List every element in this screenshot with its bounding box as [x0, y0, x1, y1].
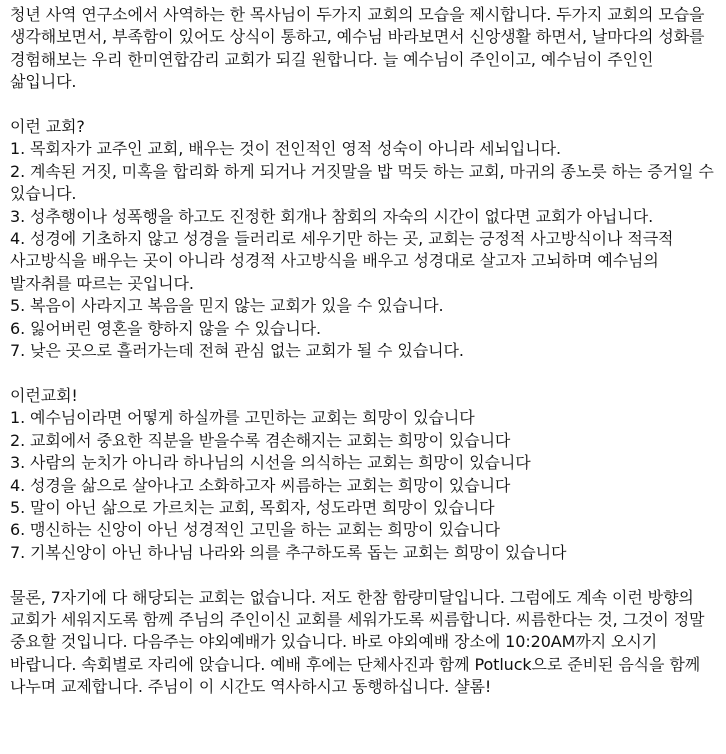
- list-item: 3. 사람의 눈치가 아니라 하나님의 시선을 의식하는 교회는 희망이 있습니다: [10, 453, 531, 473]
- list-item: 6. 맹신하는 신앙이 아닌 성경적인 고민을 하는 교회는 희망이 있습니다: [10, 520, 500, 540]
- list-item: 5. 복음이 사라지고 복음을 믿지 않는 교회가 있을 수 있습니다.: [10, 296, 444, 316]
- list-item: 5. 말이 아닌 삶으로 가르치는 교회, 목회자, 성도라면 희망이 있습니다: [10, 497, 495, 517]
- list-item: 3. 성추행이나 성폭행을 하고도 진정한 회개나 참회의 자숙의 시간이 없다면 교회가 아닙니다.: [10, 206, 654, 226]
- section1-heading: 이런 교회?: [10, 117, 85, 137]
- list-item: 2. 교회에서 중요한 직분을 받을수록 겸손해지는 교회는 희망이 있습니다: [10, 430, 511, 450]
- section2-heading: 이런교회!: [10, 385, 78, 405]
- spacer: [10, 362, 718, 384]
- section2-list: [10, 407, 718, 564]
- list-item: 7. 기복신앙이 아닌 하나님 나라와 의를 추구하도록 돕는 교회는 희망이 있습니다: [10, 542, 567, 562]
- section1-list: [10, 138, 718, 362]
- list-item: 1. 목회자가 교주인 교회, 배우는 것이 전인적인 영적 성숙이 아니라 세뇌입니다.: [10, 139, 561, 159]
- intro-paragraph: 청년 사역 연구소에서 사역하는 한 목사님이 두가지 교회의 모습을 제시합니다. 두가지 교회의 모습을 생각해보면서, 부족함이 있어도 상식이 통하고, 예수님 바라보면서 신앙생활 하면서, 날마다의 성화를 경험해보는 우리 한미연합감리 교회가 되길 원합니다. 늘 예수님이 주인이고, 예수님이 주인인 삶입니다.: [10, 5, 710, 92]
- list-item: 7. 낮은 곳으로 흘러가는데 전혀 관심 없는 교회가 될 수 있습니다.: [10, 341, 464, 361]
- closing-paragraph: 물론, 7자기에 다 해당되는 교회는 없습니다. 저도 한참 함량미달입니다. 그럼에도 계속 이런 방향의 교회가 세워지도록 함께 주님의 주인이신 교회를 세워가도록 씨름합니다. 씨름한다는 것, 그것이 정말 중요할 것입니다. 다음주는 야외예배가 있습니다. 바로 야외예배 장소에 10:20AM까지 오시기 바랍니다. 속회별로 자리에 앉습니다. 예배 후에는 단체사진과 함께 Potluck으로 준비된 음식을 함께 나누며 교제합니다. 주님이 이 시간도 역사하시고 동행하십니다. 샬롬!: [10, 587, 710, 697]
- list-item: 4. 성경을 삶으로 살아나고 소화하고자 씨름하는 교회는 희망이 있습니다: [10, 475, 511, 495]
- spacer: [10, 564, 718, 586]
- list-item: 6. 잃어버린 영혼을 향하지 않을 수 있습니다.: [10, 318, 322, 338]
- spacer: [10, 94, 718, 116]
- list-item: 1. 예수님이라면 어떻게 하실까를 고민하는 교회는 희망이 있습니다: [10, 408, 475, 428]
- list-item: 2. 계속된 거짓, 미혹을 합리화 하게 되거나 거짓말을 밥 먹듯 하는 교회, 마귀의 종노릇 하는 증거일 수 있습니다.: [10, 161, 714, 204]
- list-item: 4. 성경에 기초하지 않고 성경을 들러리로 세우기만 하는 곳, 교회는 긍정적 사고방식이나 적극적 사고방식을 배우는 곳이 아니라 성경적 사고방식을 배우고 성경대로 살고자 고뇌하며 예수님의 발자취를 따르는 곳입니다.: [10, 229, 674, 293]
